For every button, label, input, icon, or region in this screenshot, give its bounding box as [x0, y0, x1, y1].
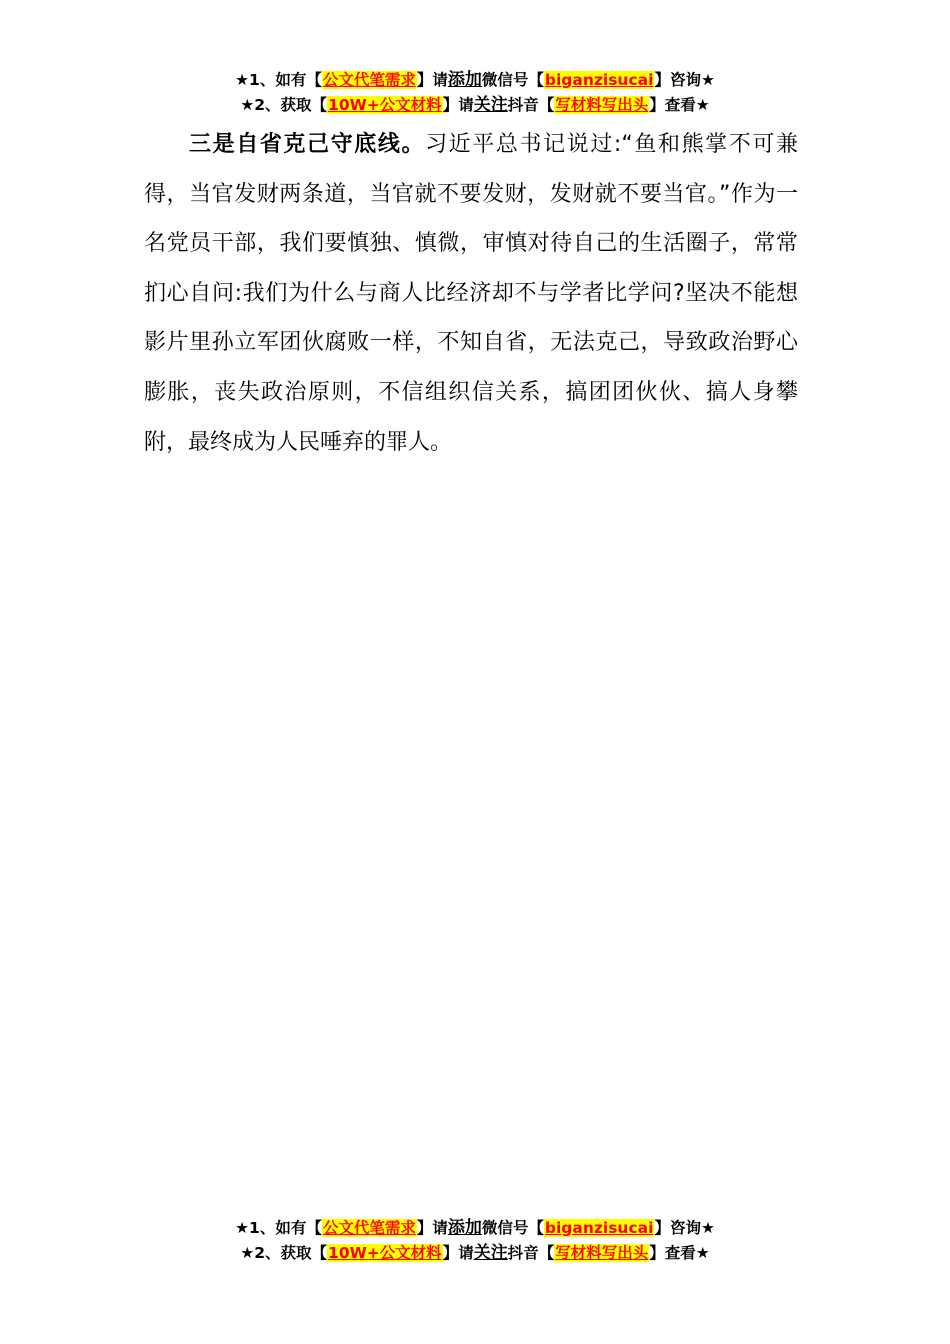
highlight-service: 公文代笔需求 [322, 71, 416, 89]
highlight-wechat-id: biganzisucai [544, 1219, 654, 1237]
highlight-douyin-account: 写材料写出头 [555, 1244, 649, 1262]
banner-line-2: ★2、获取【10W+公文材料】请关注抖音【写材料写出头】查看★ [240, 95, 710, 115]
emphasis-add: 添加 [447, 70, 482, 90]
highlight-materials: 10W+公文材料 [328, 96, 442, 114]
banner-line-2: ★2、获取【10W+公文材料】请关注抖音【写材料写出头】查看★ [240, 1243, 710, 1263]
article-paragraph [144, 120, 798, 467]
banner-line-1: ★1、如有【公文代笔需求】请添加微信号【biganzisucai】咨询★ [235, 70, 715, 90]
header-banner [0, 68, 950, 118]
highlight-materials: 10W+公文材料 [328, 1244, 442, 1262]
emphasis-add: 添加 [447, 1218, 482, 1238]
emphasis-follow: 关注 [473, 1243, 508, 1263]
paragraph-body: 习近平总书记说过:“鱼和熊掌不可兼得，当官发财两条道，当官就不要发财，发财就不要当官。”作为一名党员干部，我们要慎独、慎微，审慎对待自己的生活圈子，常常扪心自问:我们为什么与商人比经济却不与学者比学问?坚决不能想影片里孙立军团伙腐败一样，不知自省，无法克己，导致政治野心膨胀，丧失政治原则，不信组织信关系，搞团团伙伙、搞人身攀附，最终成为人民唾弃的罪人。 [144, 132, 798, 455]
emphasis-follow: 关注 [473, 95, 508, 115]
highlight-wechat-id: biganzisucai [544, 71, 654, 89]
footer-banner [0, 1216, 950, 1266]
paragraph-lead: 三是自省克己守底线。 [189, 132, 426, 157]
banner-line-1: ★1、如有【公文代笔需求】请添加微信号【biganzisucai】咨询★ [235, 1218, 715, 1238]
highlight-douyin-account: 写材料写出头 [555, 96, 649, 114]
highlight-service: 公文代笔需求 [322, 1219, 416, 1237]
